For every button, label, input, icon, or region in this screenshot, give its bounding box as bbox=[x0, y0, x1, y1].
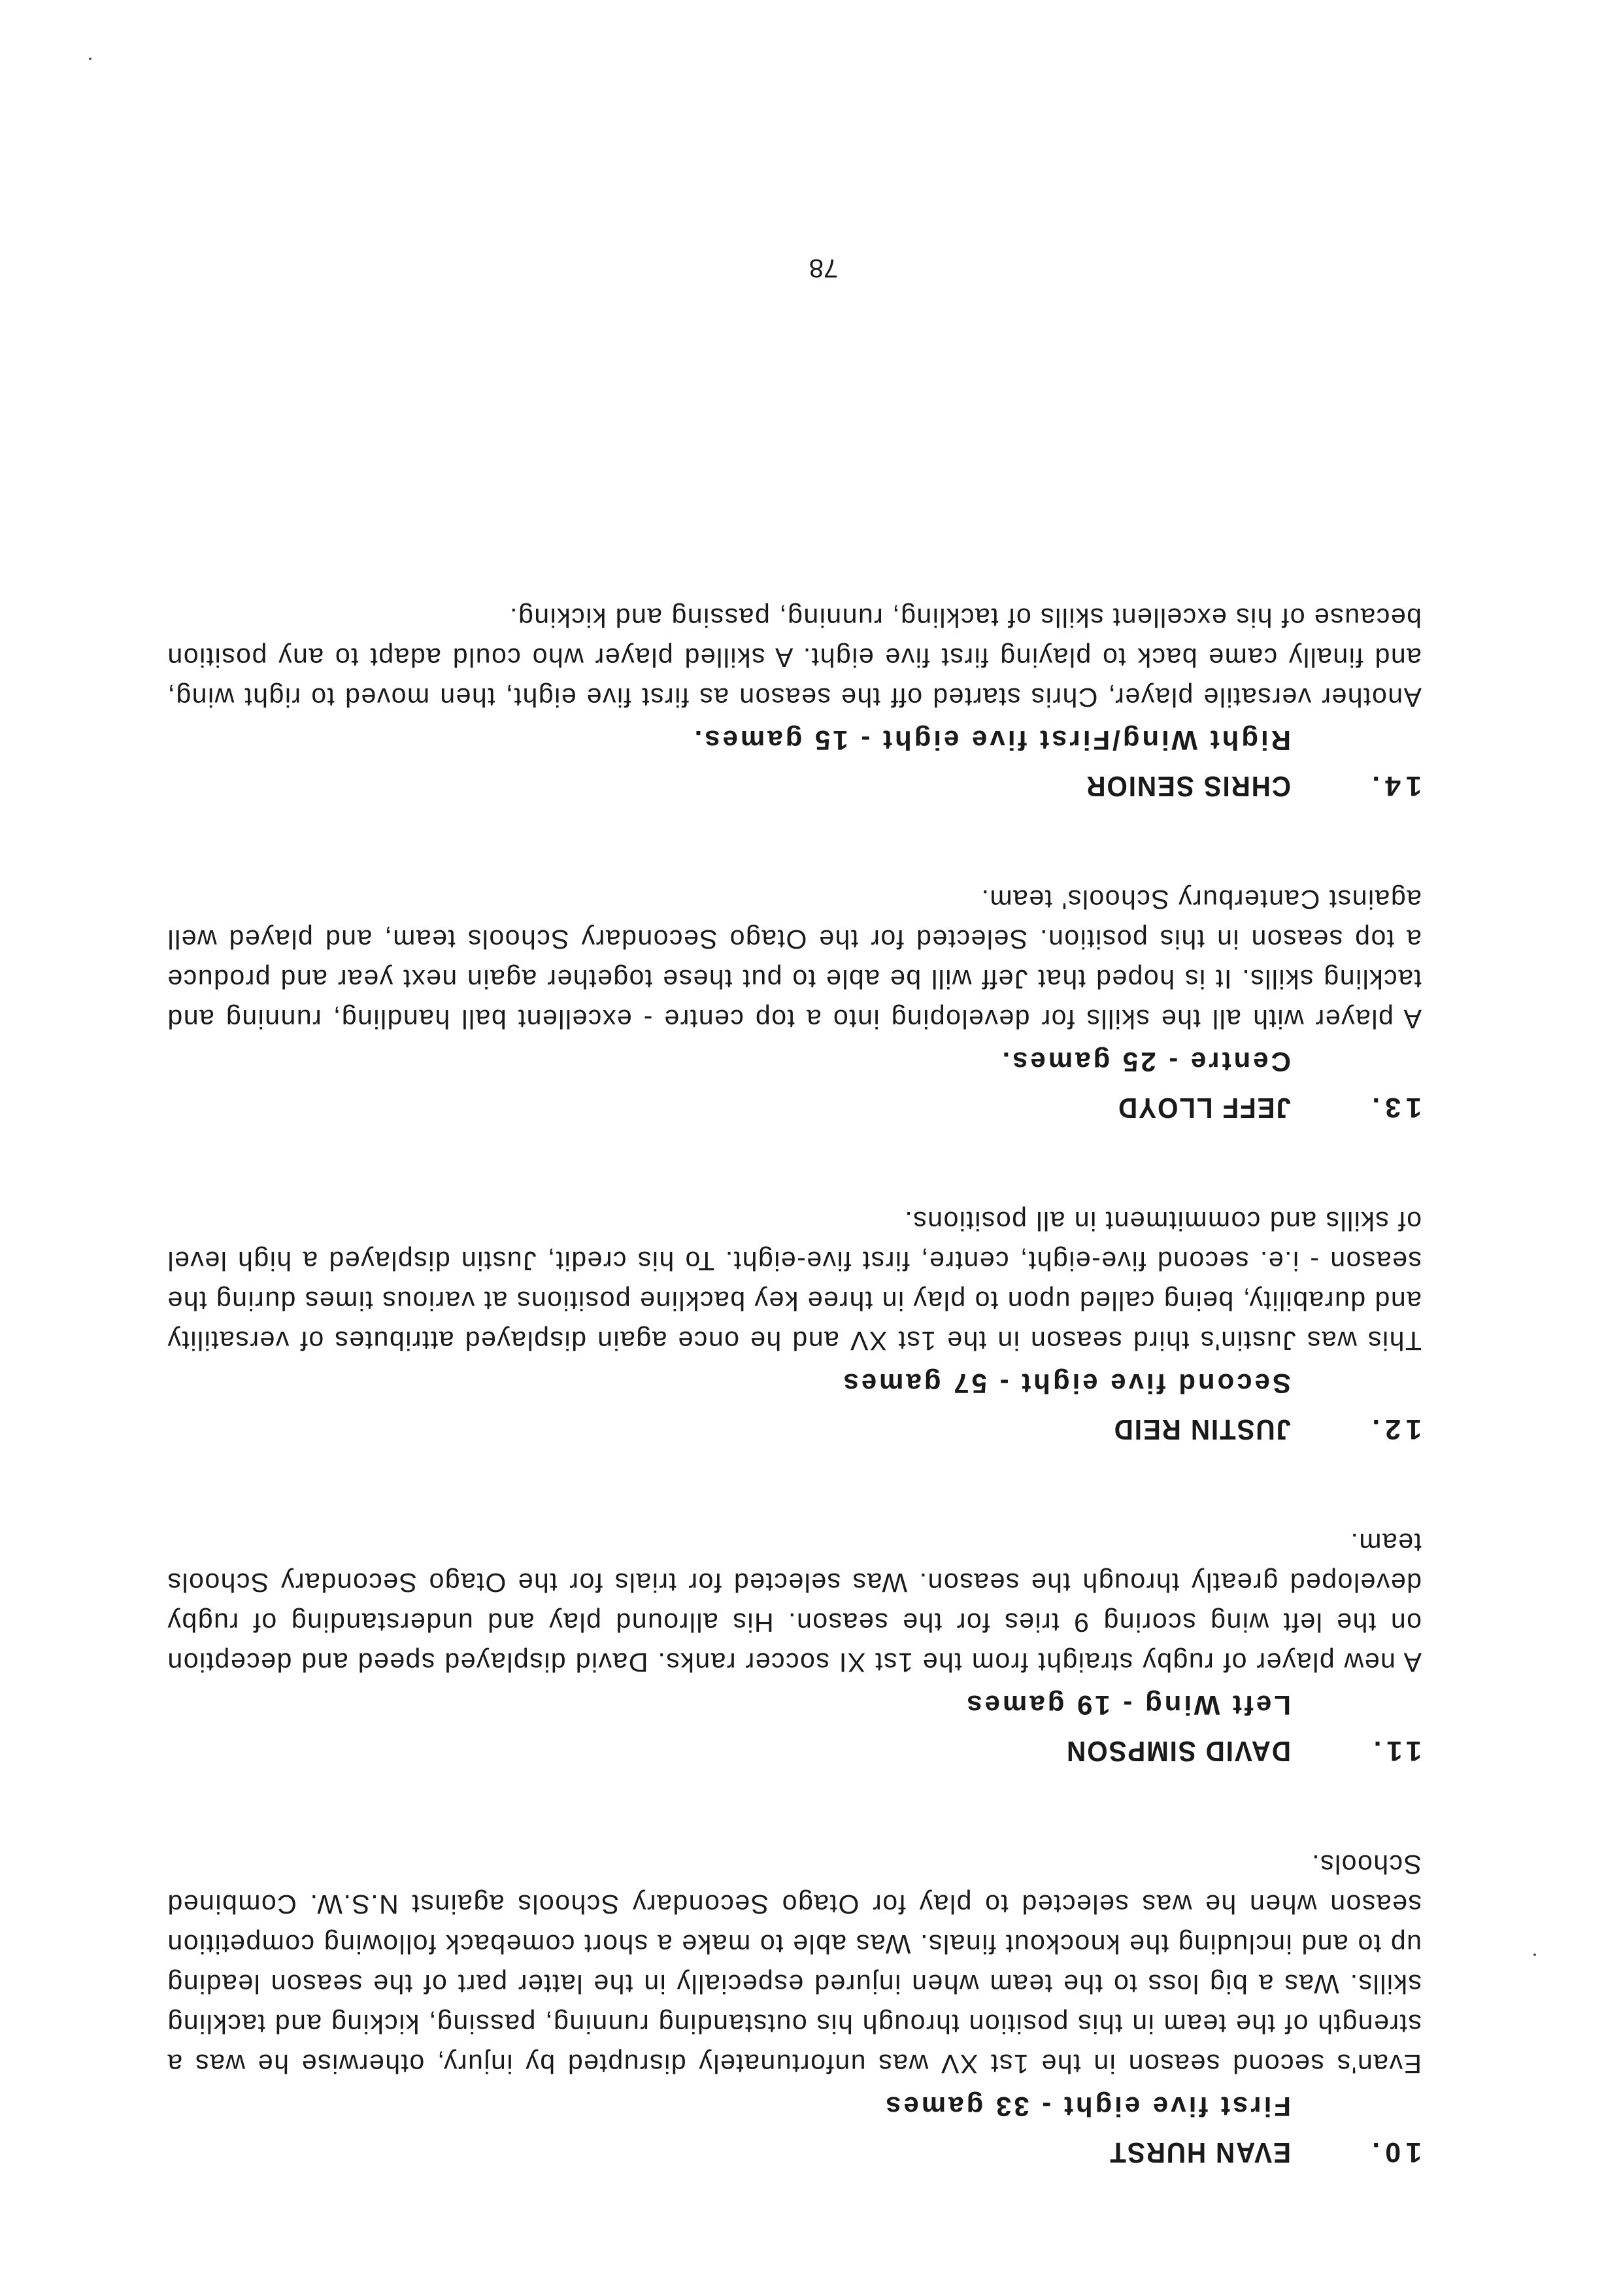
scan-speck bbox=[1533, 1953, 1536, 1956]
player-description: This was Justin's third season in the 1st XV and he once again displayed attributes of versatility and durability, being called upon to play in three key backline positions at various times during the season - i.e. second five-eight, centre, first five-eight. To his credit, Justin displayed a high level of skills and commitment in all positions. bbox=[167, 1206, 1422, 1356]
player-position-games: Centre - 25 games. bbox=[999, 1047, 1291, 1077]
player-name: DAVID SIMPSON bbox=[1065, 1735, 1291, 1767]
profile-heading bbox=[167, 1406, 1422, 1445]
player-profile bbox=[167, 1844, 1422, 2169]
profile-number: 11. bbox=[1368, 1735, 1422, 1766]
profile-number: 14. bbox=[1367, 770, 1422, 802]
profile-number: 12. bbox=[1367, 1413, 1422, 1445]
player-profile bbox=[167, 1201, 1422, 1445]
profile-heading bbox=[167, 2129, 1422, 2169]
profile-number: 13. bbox=[1367, 1092, 1422, 1123]
profile-heading bbox=[167, 1728, 1422, 1767]
profile-heading bbox=[167, 1085, 1422, 1124]
player-name: JUSTIN REID bbox=[1112, 1413, 1291, 1445]
player-name: JEFF LLOYD bbox=[1117, 1092, 1291, 1124]
player-position-games: Second five eight - 57 games bbox=[841, 1368, 1291, 1399]
player-profiles bbox=[167, 520, 1422, 2169]
scan-speck bbox=[89, 58, 92, 60]
player-name: CHRIS SENIOR bbox=[1085, 770, 1291, 802]
player-position-games: Right Wing/First five eight - 15 games. bbox=[692, 725, 1291, 756]
player-profile bbox=[167, 1523, 1422, 1767]
player-name: EVAN HURST bbox=[1109, 2136, 1291, 2169]
profile-heading bbox=[167, 763, 1422, 802]
player-position-games: First five eight - 33 games bbox=[883, 2091, 1291, 2122]
page-number: 78 bbox=[809, 254, 839, 282]
player-description: Evan's second season in the 1st XV was unfortunately disrupted by injury, otherwise he was a strength of the team in this position through his outstanding running, passing, kicking and tackling skills. Was a big loss to the team when injured especially in the latter part of the season leading up to and including the knockout finals. Was able to make a short comeback following competition season when he was selected to play for Otago Secondary Schools against N.S.W. Combined Schools. bbox=[167, 1849, 1422, 2079]
player-description: Another versatile player, Chris started off the season as first five eight, then moved to right wing, and finally came back to playing first five eight. A skilled player who could adapt to any position because of his excellent skills of tackling, running, passing and kicking. bbox=[167, 603, 1422, 713]
player-profile bbox=[167, 879, 1422, 1124]
player-description: A new player of rugby straight from the 1st XI soccer ranks. David displayed speed and deception on the left wing scoring 9 tries for the season. His allround play and understanding of rugby developed greatly through the season. Was selected for trials for the Otago Secondary Schools team. bbox=[167, 1528, 1422, 1678]
player-position-games: Left Wing - 19 games bbox=[964, 1690, 1291, 1721]
profile-number: 10. bbox=[1367, 2136, 1422, 2168]
player-description: A player with all the skills for developing into a top centre - excellent ball handling, running and tackling skills. It is hoped that Jeff will be able to put these together again next year and produce a top season in this position. Selected for the Otago Secondary Schools team, and played well against Canterbury Schools' team. bbox=[167, 885, 1422, 1034]
player-profile bbox=[167, 598, 1422, 802]
